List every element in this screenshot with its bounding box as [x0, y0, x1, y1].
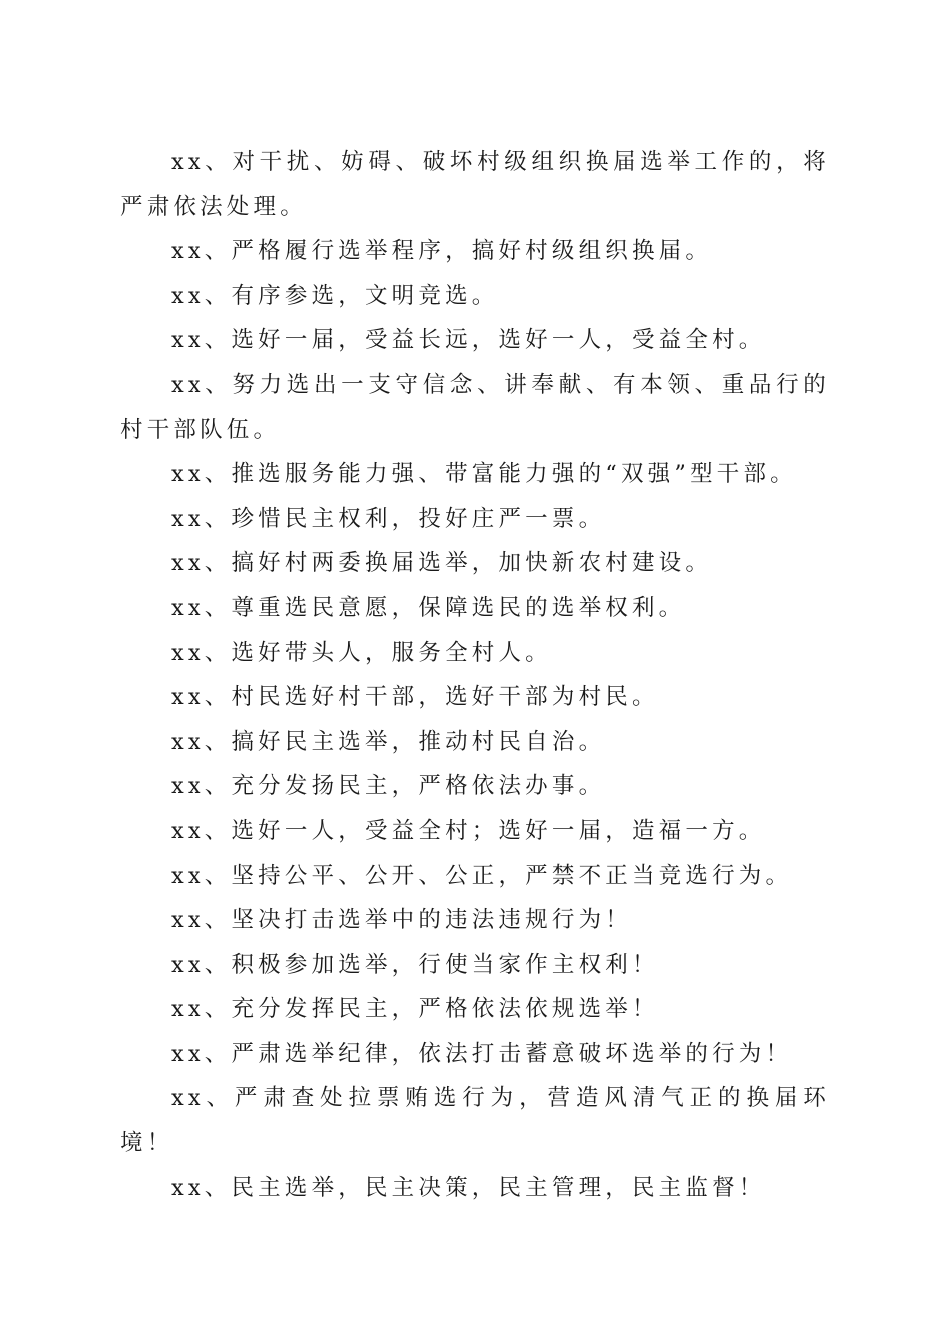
paragraph-8: xx、搞好村两委换届选举，加快新农村建设。 — [171, 550, 713, 577]
paragraph-1: xx、对干扰、妨碍、破坏村级组织换届选举工作的，将严肃依法处理。 — [120, 149, 830, 220]
paragraph-2: xx、严格履行选举程序，搞好村级组织换届。 — [171, 238, 713, 265]
paragraph-13: xx、充分发扬民主，严格依法办事。 — [171, 773, 606, 800]
paragraph-15: xx、坚持公平、公开、公正，严禁不正当竞选行为。 — [171, 862, 793, 889]
paragraph-18: xx、充分发挥民主，严格依法依规选举！ — [171, 996, 659, 1023]
paragraph-5: xx、努力选出一支守信念、讲奉献、有本领、重品行的村干部队伍。 — [120, 371, 830, 443]
paragraph-10: xx、选好带头人，服务全村人。 — [171, 639, 552, 666]
paragraph-7: xx、珍惜民主权利，投好庄严一票。 — [171, 505, 606, 532]
paragraph-14: xx、选好一人，受益全村；选好一届，造福一方。 — [171, 817, 766, 844]
paragraph-4: xx、选好一届，受益长远，选好一人，受益全村。 — [171, 327, 766, 354]
paragraph-11: xx、村民选好村干部，选好干部为村民。 — [171, 684, 659, 711]
paragraph-17: xx、积极参加选举，行使当家作主权利！ — [171, 951, 659, 978]
document-body — [120, 140, 830, 1210]
paragraph-21: xx、民主选举，民主决策，民主管理，民主监督！ — [171, 1174, 766, 1201]
paragraph-20: xx、严肃查处拉票贿选行为，营造风清气正的换届环境！ — [120, 1085, 830, 1157]
paragraph-6: xx、推选服务能力强、带富能力强的“双强”型干部。 — [171, 461, 797, 488]
paragraph-19: xx、严肃选举纪律，依法打击蓄意破坏选举的行为！ — [171, 1040, 793, 1067]
paragraph-12: xx、搞好民主选举，推动村民自治。 — [171, 728, 606, 755]
paragraph-3: xx、有序参选，文明竞选。 — [171, 282, 499, 309]
paragraph-16: xx、坚决打击选举中的违法违规行为！ — [171, 907, 632, 934]
paragraph-9: xx、尊重选民意愿，保障选民的选举权利。 — [171, 594, 686, 621]
